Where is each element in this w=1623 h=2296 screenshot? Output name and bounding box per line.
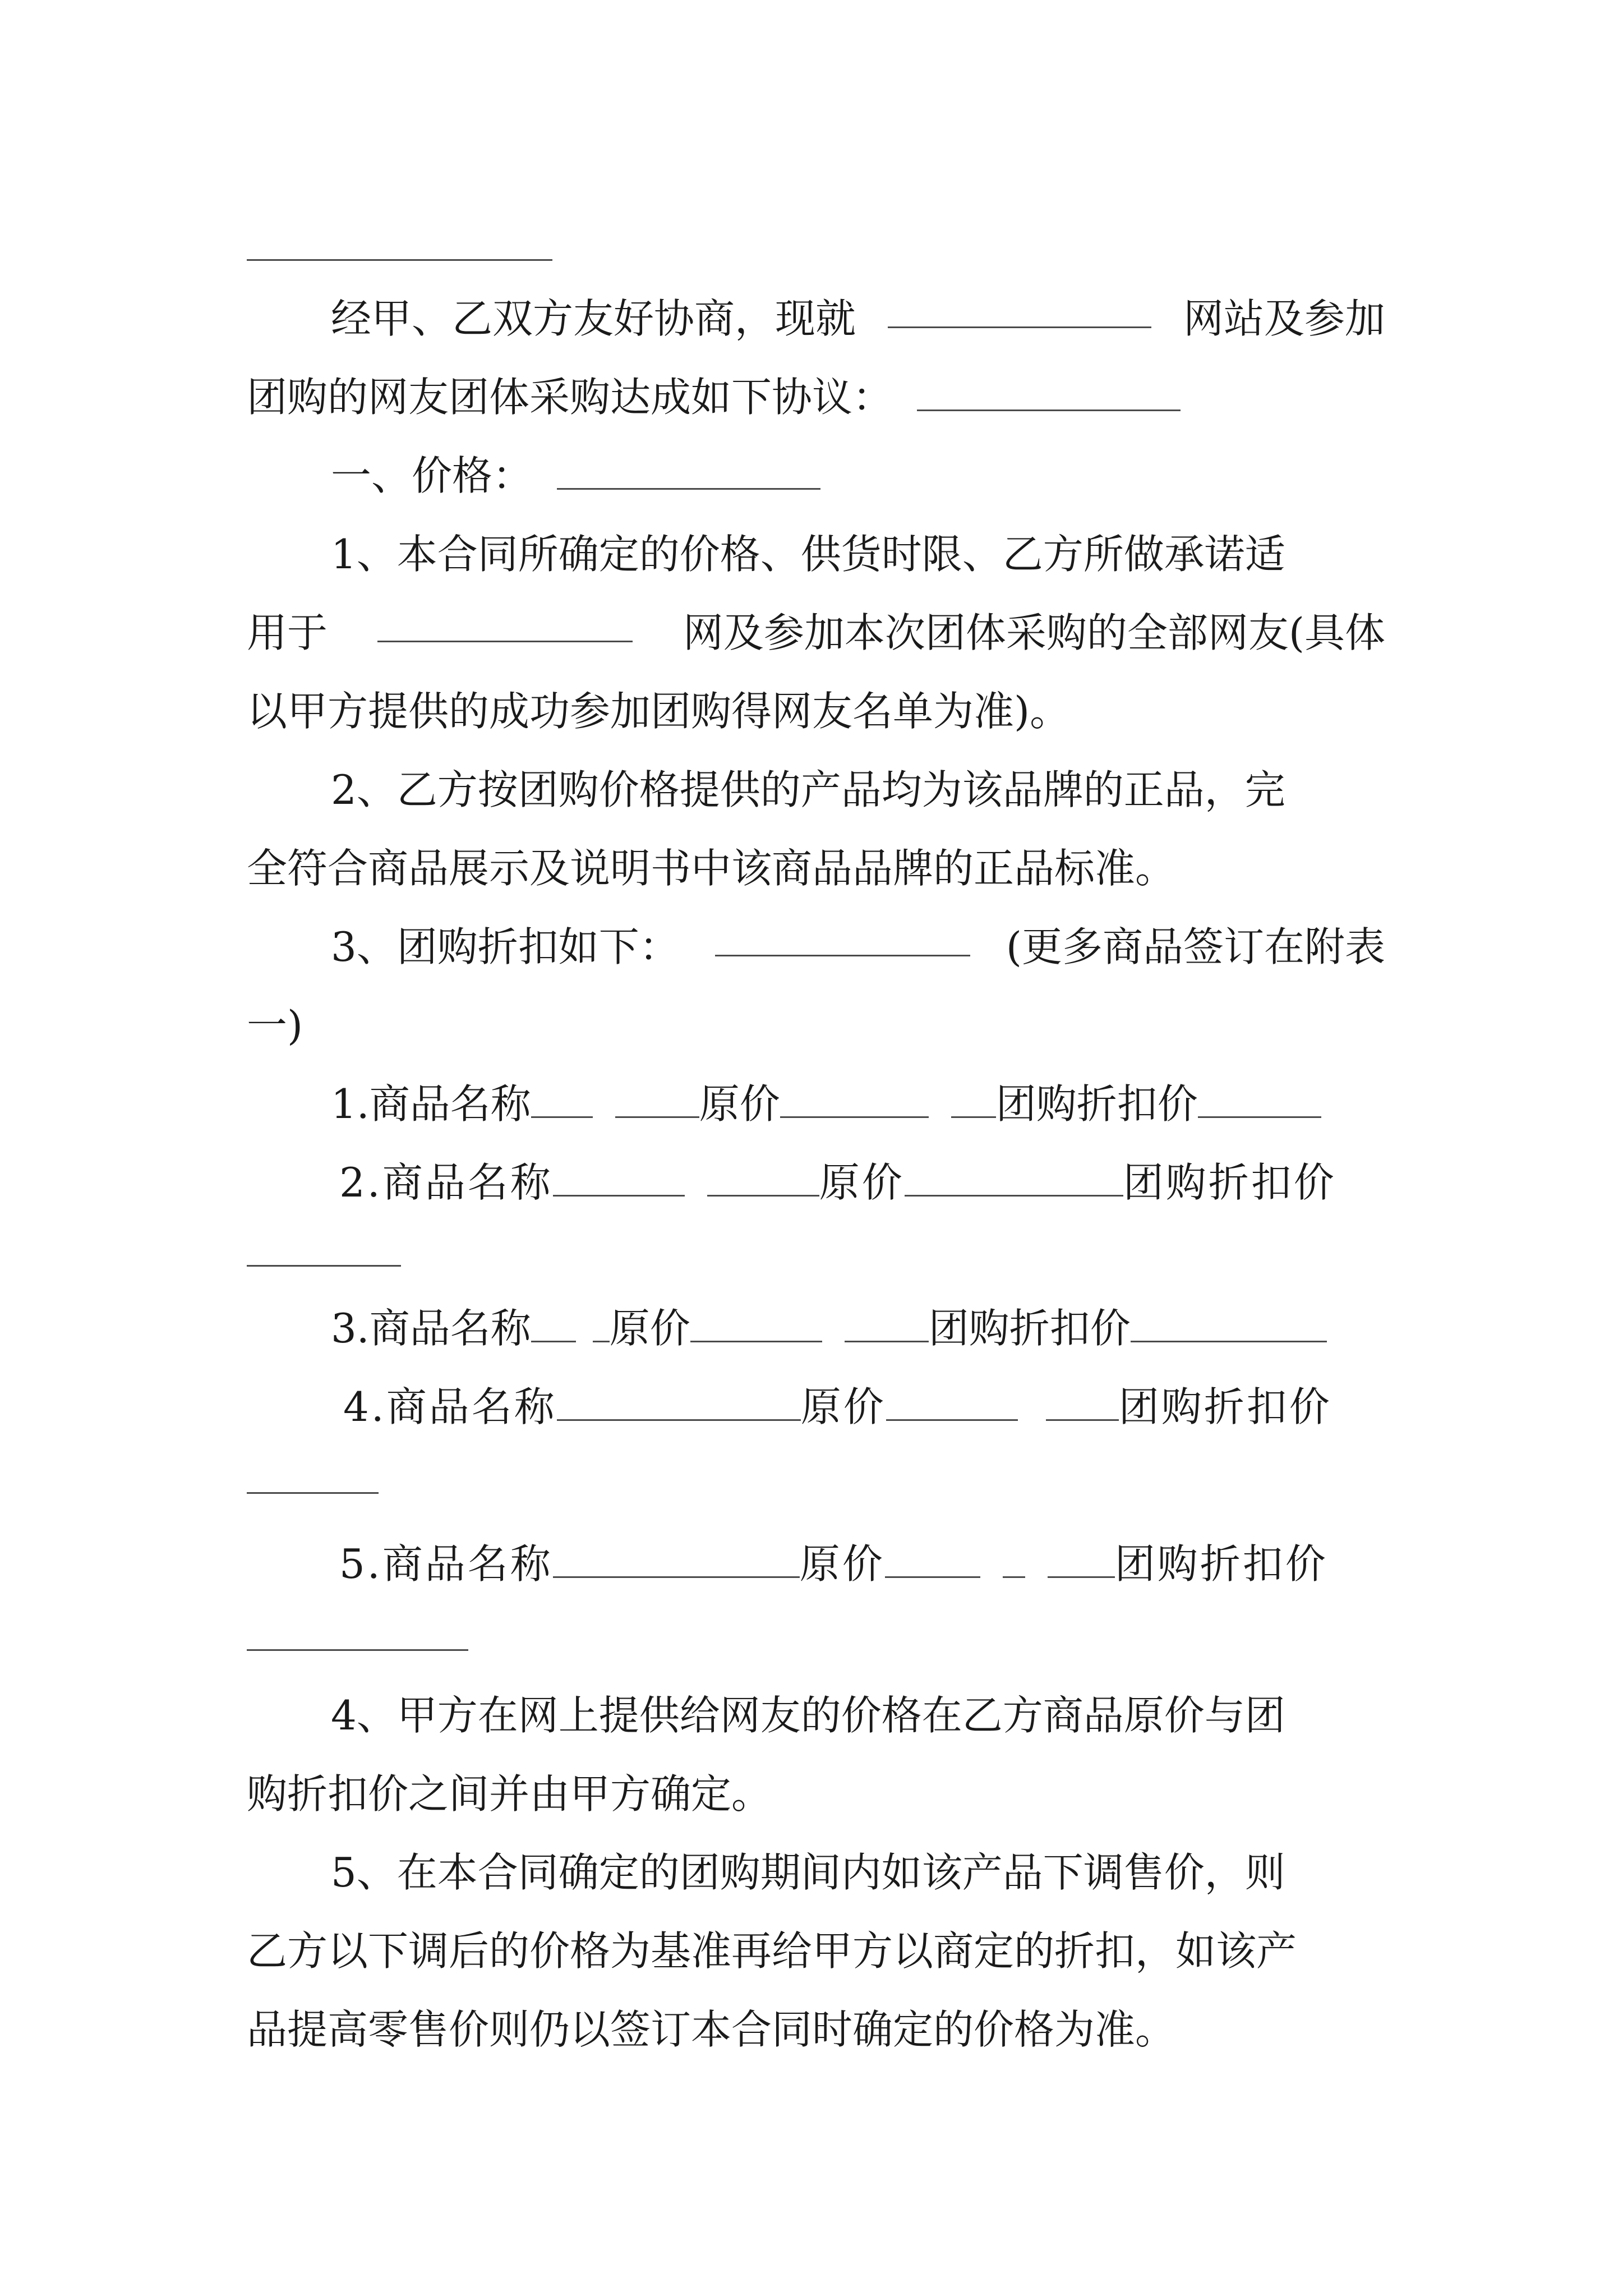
- item-1-name-blank-b: [615, 1082, 699, 1118]
- item-5-name-blank: [553, 1542, 800, 1578]
- item-2-name-label: 商品名称: [382, 1159, 553, 1206]
- item-3-orig-blank-b: [845, 1306, 929, 1342]
- item-1-row: [331, 1077, 1385, 1131]
- item-1-disc-label: 团购折扣价: [995, 1080, 1198, 1128]
- intro-line-1: [331, 292, 1385, 346]
- intro-text-a: 经甲、乙双方友好协商，现就: [331, 295, 856, 342]
- item-1-name-label: 商品名称: [369, 1080, 531, 1128]
- item-1-orig-blank-b: [951, 1082, 996, 1118]
- item-4-orig-label: 原价: [800, 1383, 886, 1430]
- item-2-row: [339, 1156, 1385, 1209]
- clause-4-text-b: 购折扣价之间并由甲方确定。: [247, 1770, 772, 1818]
- intro-text-b: 网站及参加: [1183, 295, 1385, 342]
- item-3-name-label: 商品名称: [369, 1305, 531, 1352]
- item-2-name-blank-b: [707, 1160, 819, 1197]
- item-2-disc-label: 团购折扣价: [1123, 1159, 1336, 1206]
- clause-5-text-a: 5、在本合同确定的团购期间内如该产品下调售价，则: [331, 1849, 1285, 1896]
- clause-1-site-blank: [377, 606, 633, 642]
- item-4-row: [343, 1380, 1385, 1434]
- clause-5-text-c: 品提高零售价则仍以签订本合同时确定的价格为准。: [247, 2006, 1176, 2053]
- clause-1-line-2: [247, 606, 1385, 660]
- clause-5-line-3: [247, 2003, 1385, 2056]
- clause-5-text-b: 乙方以下调后的价格为基准再给甲方以商定的折扣，如该产: [247, 1927, 1297, 1975]
- item-1-disc-blank: [1198, 1082, 1321, 1118]
- item-5-orig-blank-a: [885, 1542, 980, 1578]
- clause-5-line-1: [331, 1846, 1385, 1899]
- item-5-number: 5.: [339, 1540, 382, 1588]
- item-3-disc-blank: [1131, 1306, 1327, 1342]
- clause-3-blank: [715, 920, 970, 956]
- clause-3-text-a2: (更多商品签订在附表: [1006, 923, 1385, 970]
- item-3-row: [331, 1301, 1385, 1355]
- item-5-row: [339, 1537, 1385, 1591]
- item-5-orig-blank-b: [1003, 1542, 1025, 1578]
- item-3-name-blank-b: [593, 1306, 610, 1342]
- item-5-disc-blank: [247, 1649, 468, 1651]
- item-4-orig-blank-b: [1046, 1384, 1119, 1421]
- item-2-disc-blank: [247, 1265, 401, 1267]
- item-1-name-blank-a: [531, 1082, 593, 1118]
- item-2-orig-blank: [905, 1160, 1123, 1197]
- clause-4-line-2: [247, 1767, 1385, 1821]
- item-4-disc-blank: [247, 1492, 379, 1494]
- clause-5-line-2: [247, 1924, 1385, 1978]
- item-5-name-label: 商品名称: [382, 1540, 553, 1588]
- clause-3-text-a1: 3、团购折扣如下：: [331, 923, 680, 970]
- section-price-blank: [557, 453, 820, 490]
- intro-blank: [917, 375, 1181, 411]
- item-2-number: 2.: [339, 1159, 382, 1206]
- item-2-orig-label: 原价: [819, 1159, 905, 1206]
- section-price-title: [331, 449, 1469, 503]
- item-1-number: 1.: [331, 1080, 370, 1128]
- item-5-orig-label: 原价: [799, 1540, 885, 1588]
- clause-4-text-a: 4、甲方在网上提供给网友的价格在乙方商品原价与团: [331, 1692, 1285, 1739]
- clause-1-text-b1: 用于: [247, 609, 328, 656]
- clause-2-text-a: 2、乙方按团购价格提供的产品均为该品牌的正品，完: [331, 766, 1285, 813]
- item-5-orig-blank-c: [1048, 1542, 1115, 1578]
- intro-text-c: 团购的网友团体采购达成如下协议：: [247, 374, 893, 421]
- intro-line-2: [247, 370, 1385, 424]
- item-4-name-blank: [557, 1384, 801, 1421]
- clause-1-text-c: 以甲方提供的成功参加团购得网友名单为准)。: [247, 688, 1071, 735]
- clause-3-text-b: 一): [247, 1002, 303, 1049]
- item-3-orig-label: 原价: [609, 1305, 690, 1352]
- item-1-orig-blank-a: [780, 1082, 929, 1118]
- clause-2-line-1: [331, 763, 1385, 817]
- item-3-number: 3.: [331, 1305, 370, 1352]
- item-4-name-label: 商品名称: [386, 1383, 557, 1430]
- item-4-number: 4.: [343, 1383, 386, 1430]
- clause-4-line-1: [331, 1688, 1385, 1742]
- clause-1-text-b2: 网及参加本次团体采购的全部网友(具体: [683, 609, 1385, 656]
- item-4-disc-label: 团购折扣价: [1118, 1383, 1332, 1430]
- website-name-blank: [888, 292, 1151, 328]
- top-rule: [247, 259, 552, 261]
- item-5-disc-label: 团购折扣价: [1114, 1540, 1328, 1588]
- clause-2-line-2: [247, 841, 1385, 895]
- item-4-orig-blank-a: [886, 1384, 1018, 1421]
- item-3-disc-label: 团购折扣价: [928, 1305, 1131, 1352]
- clause-3-line-2: [247, 999, 1385, 1052]
- item-3-name-blank-a: [531, 1306, 576, 1342]
- clause-1-text-a: 1、本合同所确定的价格、供货时限、乙方所做承诺适: [331, 531, 1285, 578]
- section-price-label: 一、价格：: [331, 452, 533, 499]
- clause-1-line-1: [331, 527, 1385, 581]
- clause-3-line-1: [331, 920, 1385, 974]
- item-2-name-blank-a: [553, 1160, 685, 1197]
- item-1-orig-label: 原价: [699, 1080, 780, 1128]
- item-3-orig-blank-a: [690, 1306, 822, 1342]
- clause-2-text-b: 全符合商品展示及说明书中该商品品牌的正品标准。: [247, 845, 1176, 892]
- clause-1-line-3: [247, 684, 1385, 738]
